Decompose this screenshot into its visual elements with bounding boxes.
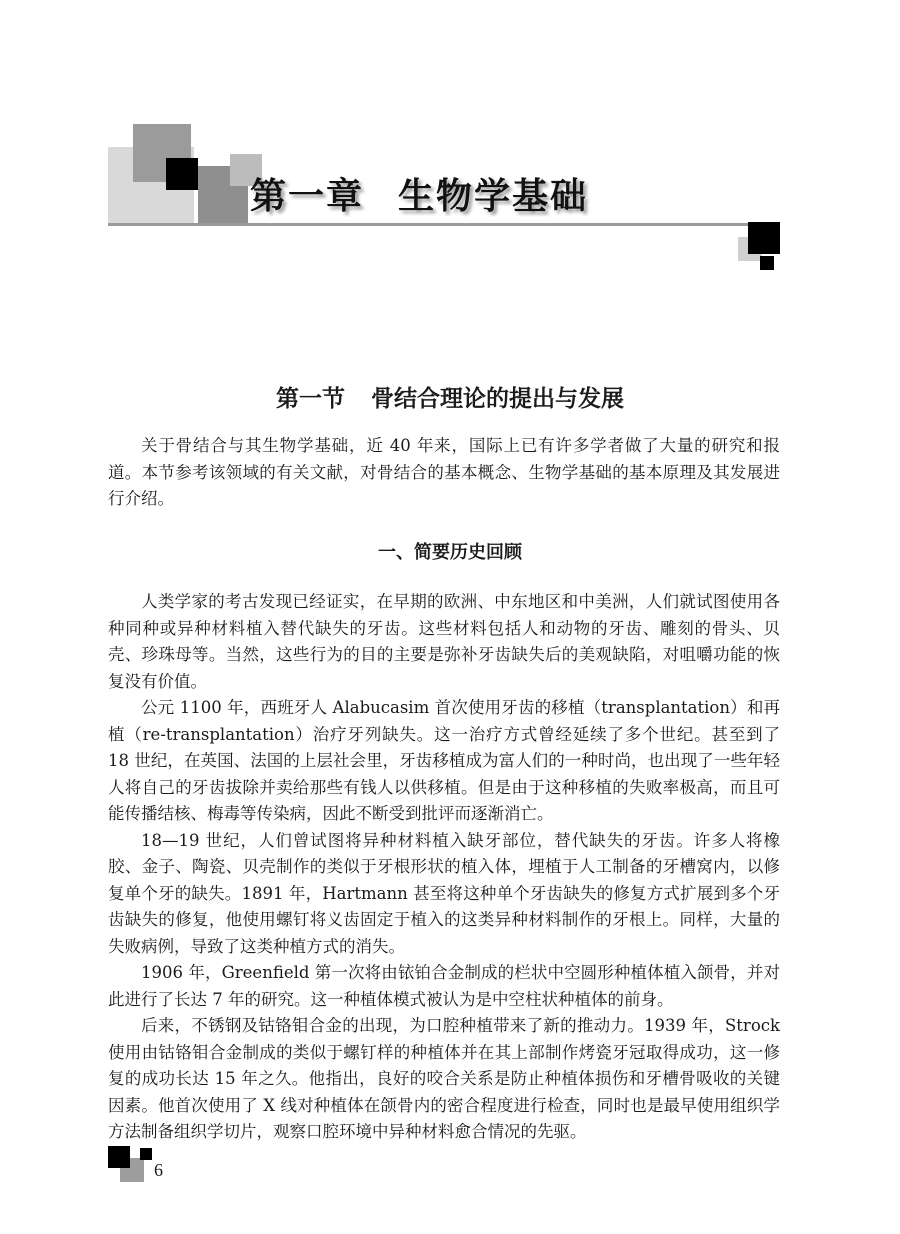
section-number: 第一节 — [276, 386, 345, 412]
body-paragraph: 人类学家的考古发现已经证实，在早期的欧洲、中东地区和中美洲，人们就试图使用各种同种或异种材料植入替代缺失的牙齿。这些材料包括人和动物的牙齿、雕刻的骨头、贝壳、珍珠母等。当然，这些行为的目的主要是弥补牙齿缺失后的美观缺陷，对咀嚼功能的恢复没有价值。 — [108, 592, 780, 691]
body-paragraph: 18—19 世纪，人们曾试图将异种材料植入缺牙部位，替代缺失的牙齿。许多人将橡胶、金子、陶瓷、贝壳制作的类似于牙根形状的植入体，埋植于人工制备的牙槽窝内，以修复单个牙的缺失。1891 年，Hartmann 甚至将这种单个牙齿缺失的修复方式扩展到多个牙齿缺失的修复，他使用螺钉将义齿固定于植入的这类异种材料制作的牙根上。同样，大量的失败病例，导致了这类种植方式的消失。 — [108, 830, 780, 956]
body-text — [108, 589, 780, 1146]
header-decor-block — [166, 158, 198, 190]
body-paragraph: 后来，不锈钢及钴铬钼合金的出现，为口腔种植带来了新的推动力。1939 年，Strock 使用由钴铬钼合金制成的类似于螺钉样的种植体并在其上部制作烤瓷牙冠取得成功，这一修复的成功长达 15 年之久。他指出，良好的咬合关系是防止种植体损伤和牙槽骨吸收的关键因素。他首次使用了 X 线对种植体在颌骨内的密合程度进行检查，同时也是最早使用组织学方法制备组织学切片，观察口腔环境中异种材料愈合情况的先驱。 — [108, 1016, 780, 1141]
body-paragraph: 公元 1100 年，西班牙人 Alabucasim 首次使用牙齿的移植（transplantation）和再植（re-transplantation）治疗牙列缺失。这一治疗方式曾经延续了多个世纪。甚至到了 18 世纪，在英国、法国的上层社会里，牙齿移植成为富人们的一种时尚，也出现了一些年轻人将自己的牙齿拔除并卖给那些有钱人以供移植。但是由于这种移植的失败率极高，而且可能传播结核、梅毒等传染病，因此不断受到批评而逐渐消亡。 — [108, 698, 780, 823]
chapter-title — [250, 168, 588, 219]
chapter-number: 第一章 — [250, 176, 365, 217]
intro-paragraph: 关于骨结合与其生物学基础，近 40 年来，国际上已有许多学者做了大量的研究和报道。本节参考该领域的有关文献，对骨结合的基本概念、生物学基础的基本原理及其发展进行介绍。 — [108, 436, 780, 508]
footer-decor-block — [140, 1148, 152, 1160]
footer-decor-block — [108, 1146, 130, 1168]
header-decor-block — [760, 256, 774, 270]
subsection-title: 一、简要历史回顾 — [378, 542, 522, 563]
chapter-name: 生物学基础 — [398, 176, 589, 217]
page-number: 6 — [154, 1160, 163, 1180]
section-title — [0, 380, 900, 413]
header-decor-block — [748, 222, 780, 254]
body-paragraph: 1906 年，Greenfield 第一次将由铱铂合金制成的栏状中空圆形种植体植入颌骨，并对此进行了长达 7 年的研究。这一种植体模式被认为是中空柱状种植体的前身。 — [108, 963, 780, 1009]
header-rule — [108, 223, 780, 226]
section-name: 骨结合理论的提出与发展 — [371, 386, 624, 412]
